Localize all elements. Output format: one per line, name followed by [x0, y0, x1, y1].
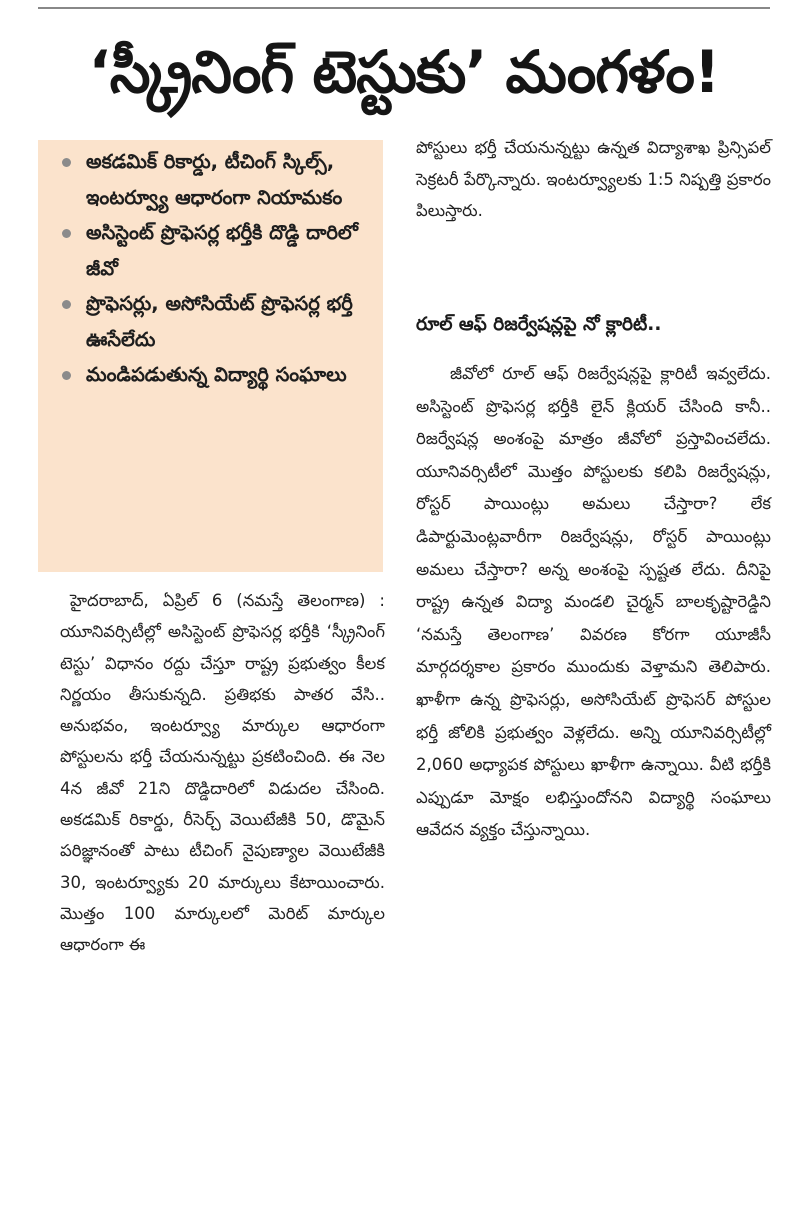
highlight-item	[60, 215, 369, 286]
bullet-dot-icon	[62, 300, 71, 309]
highlight-text: అకడమిక్ రికార్డు, టీచింగ్ స్కిల్స్, ఇంటర్వ్యూ ఆధారంగా నియామకం	[86, 150, 343, 209]
body-paragraph-right-top: పోస్టులు భర్తీ చేయనున్నట్టు ఉన్నత విద్యాశాఖ ప్రిన్సిపల్ సెక్రటరీ పేర్కొన్నారు. ఇంటర్వ్యూలకు 1:5 నిష్పత్తి ప్రకారం పిలుస్తారు.	[416, 138, 771, 220]
bullet-dot-icon	[62, 371, 71, 380]
highlight-text: అసిస్టెంట్ ప్రొఫెసర్ల భర్తీకి దొడ్డి దారిలో జీవో	[86, 221, 358, 280]
subheading: రూల్ ఆఫ్ రిజర్వేషన్లపై నో క్లారిటీ..	[416, 314, 662, 335]
highlight-text: ప్రొఫెసర్లు, అసోసియేట్ ప్రొఫెసర్ల భర్తీ ఊసేలేదు	[86, 292, 353, 351]
bullet-dot-icon	[62, 158, 71, 167]
headline: ‘స్క్రీనింగ్ టెస్టుకు’ మంగళం!	[88, 38, 720, 106]
body-paragraph-right-bottom: జీవోలో రూల్ ఆఫ్ రిజర్వేషన్లపై క్లారిటీ ఇవ్వలేదు. అసిస్టెంట్ ప్రొఫెసర్ల భర్తీకి లైన్ క్లియర్ చేసింది కానీ.. రిజర్వేషన్ల అంశంపై మాత్రం జీవోలో ప్రస్తావించలేదు. యూనివర్సిటీలో మొత్తం పోస్టులకు కలిపి రిజర్వేషన్లు, రోస్టర్ పాయింట్లు అమలు చేస్తారా? లేక డిపార్టుమెంట్లవారీగా రిజర్వేషన్లు, రోస్టర్ పాయింట్లు అమలు చేస్తారా? అన్న అంశంపై స్పష్టత లేదు. దీనిపై రాష్ట్ర ఉన్నత విద్యా మండలి చైర్మన్ బాలకృష్టారెడ్డిని ‘నమస్తే తెలంగాణ’ వివరణ కోరగా యూజీసీ మార్గదర్శకాల ప్రకారం ముందుకు వెళ్తామని తెలిపారు. ఖాళీగా ఉన్న ప్రొఫెసర్లు, అసోసియేట్ ప్రొఫెసర్ పోస్టుల భర్తీ జోలికి ప్రభుత్వం వెళ్లలేదు. అన్ని యూనివర్సిటీల్లో 2,060 అధ్యాపక పోస్టులు ఖాళీగా ఉన్నాయి. వీటి భర్తీకి ఎప్పుడూ మోక్షం లభిస్తుందోనని విద్యార్థి సంఘాలు ఆవేదన వ్యక్తం చేస్తున్నాయి.	[416, 364, 771, 840]
highlights-box	[38, 140, 383, 572]
highlight-item	[60, 144, 369, 215]
bullet-dot-icon	[62, 229, 71, 238]
highlight-item	[60, 286, 369, 357]
highlights-list	[60, 144, 369, 393]
top-rule	[38, 7, 770, 9]
body-paragraph-left: హైదరాబాద్, ఏప్రిల్ 6 (నమస్తే తెలంగాణ) : యూనివర్సిటీల్లో అసిస్టెంట్ ప్రొఫెసర్ల భర్తీకి ‘స్క్రీనింగ్ టెస్టు’ విధానం రద్దు చేస్తూ రాష్ట్ర ప్రభుత్వం కీలక నిర్ణయం తీసుకున్నది. ప్రతిభకు పాతర వేసి.. అనుభవం, ఇంటర్వ్యూ మార్కుల ఆధారంగా పోస్టులను భర్తీ చేయనున్నట్టు ప్రకటించింది. ఈ నెల 4న జీవో 21ని దొడ్డిదారిలో విడుదల చేసింది. అకడమిక్ రికార్డు, రీసెర్చ్ వెయిటేజీకి 50, డొమైన్ పరిజ్ఞానంతో పాటు టీచింగ్ నైపుణ్యాల వెయిటేజీకి 30, ఇంటర్వ్యూకు 20 మార్కులు కేటాయించారు. మొత్తం 100 మార్కులలో మెరిట్ మార్కుల ఆధారంగా ఈ	[60, 591, 385, 955]
highlight-text: మండిపడుతున్న విద్యార్థి సంఘాలు	[86, 363, 347, 386]
highlight-item	[60, 357, 369, 393]
